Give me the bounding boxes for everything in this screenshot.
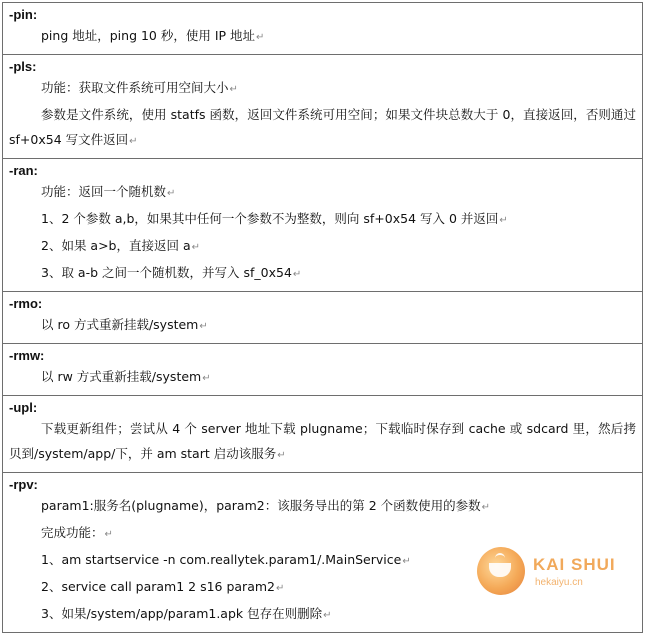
paragraph-mark-icon: ↵	[129, 136, 138, 147]
row-rmw	[3, 343, 642, 395]
command-desc-line: 以 rw 方式重新挂载/system↵	[41, 369, 211, 384]
watermark	[477, 547, 627, 599]
command-name: -pin:	[9, 7, 38, 22]
command-desc-line: 3、取 a-b 之间一个随机数，并写入 sf_0x54↵	[41, 265, 302, 280]
command-desc-line: 2、service call param1 2 s16 param2↵	[41, 579, 285, 594]
paragraph-mark-icon: ↵	[256, 32, 265, 43]
row-pls	[3, 54, 642, 158]
coffee-cup-logo-icon	[477, 547, 525, 595]
paragraph-mark-icon: ↵	[167, 188, 176, 199]
watermark-title: KAI SHUI	[533, 555, 616, 574]
paragraph-mark-icon: ↵	[277, 450, 286, 461]
command-desc-line: ping 地址，ping 10 秒，使用 IP 地址↵	[41, 28, 265, 43]
paragraph-mark-icon: ↵	[104, 529, 113, 540]
paragraph-mark-icon: ↵	[191, 242, 201, 253]
command-desc-line: param1:服务名(plugname)，param2：该服务导出的第 2 个函数使用的参数↵	[41, 498, 491, 513]
paragraph-mark-icon: ↵	[229, 84, 238, 95]
paragraph-mark-icon: ↵	[499, 215, 508, 226]
command-desc-line: 以 ro 方式重新挂载/system↵	[41, 317, 208, 332]
paragraph-mark-icon: ↵	[292, 269, 302, 280]
paragraph-mark-icon: ↵	[481, 502, 491, 513]
command-desc-line: 下载更新组件；尝试从 4 个 server 地址下载 plugname；下载临时保存到 cache 或 sdcard 里，然后拷贝到/system/app/下，并 am start 启动该服务↵	[9, 421, 636, 461]
command-table	[2, 2, 643, 633]
command-name: -pls:	[9, 59, 37, 74]
command-name: -upl:	[9, 400, 38, 415]
row-ran	[3, 158, 642, 291]
command-desc-line: 完成功能：↵	[41, 525, 113, 540]
command-name: -rpv:	[9, 477, 38, 492]
command-desc-line: 1、am startservice -n com.reallytek.param1/.MainService↵	[41, 552, 411, 567]
row-upl	[3, 395, 642, 472]
command-desc-line: 3、如果/system/app/param1.apk 包存在则删除↵	[41, 606, 332, 621]
command-desc-line: 2、如果 a>b，直接返回 a↵	[41, 238, 201, 253]
command-desc-line: 1、2 个参数 a,b，如果其中任何一个参数不为整数，则向 sf+0x54 写入 0 并返回↵	[41, 211, 508, 226]
command-desc-line: 功能：获取文件系统可用空间大小↵	[41, 80, 238, 95]
paragraph-mark-icon: ↵	[202, 373, 211, 384]
command-name: -ran:	[9, 163, 38, 178]
row-rmo	[3, 291, 642, 343]
row-pin	[3, 3, 642, 54]
paragraph-mark-icon: ↵	[402, 556, 411, 567]
paragraph-mark-icon: ↵	[323, 610, 332, 621]
command-name: -rmw:	[9, 348, 45, 363]
command-desc-line: 参数是文件系统，使用 statfs 函数，返回文件系统可用空间；如果文件块总数大于 0，直接返回，否则通过 sf+0x54 写文件返回↵	[9, 107, 636, 147]
watermark-url: hekaiyu.cn	[535, 577, 583, 588]
paragraph-mark-icon: ↵	[199, 321, 208, 332]
paragraph-mark-icon: ↵	[276, 583, 285, 594]
command-name: -rmo:	[9, 296, 43, 311]
command-desc-line: 功能：返回一个随机数↵	[41, 184, 176, 199]
